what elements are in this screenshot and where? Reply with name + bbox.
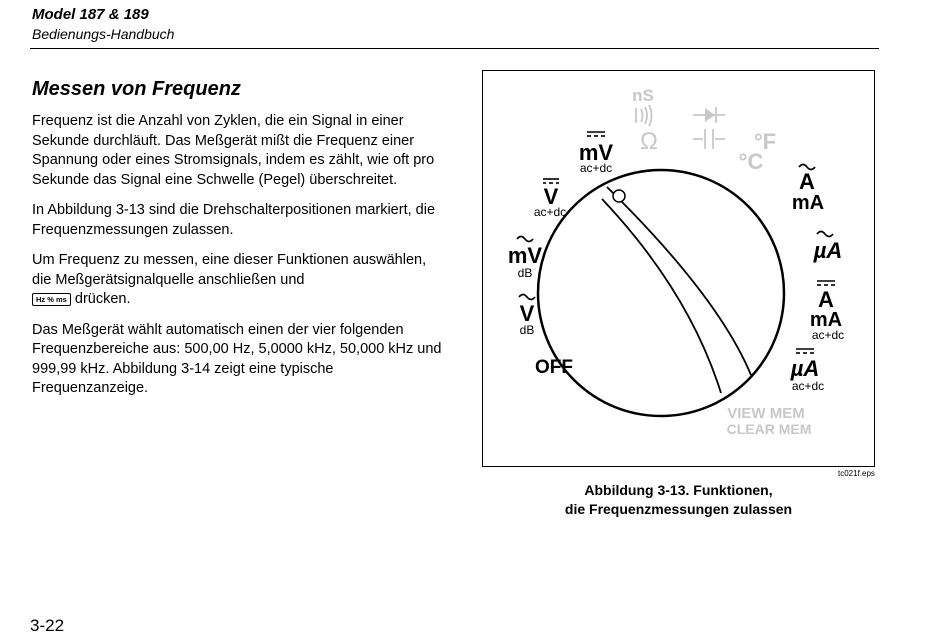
figure-caption [482, 481, 875, 519]
rotary-switch-figure [482, 70, 875, 467]
label-ua-acdc-sub: ac+dc [791, 379, 825, 393]
label-mv-acdc: mV [578, 140, 614, 165]
continuity-icon [636, 105, 652, 126]
label-ua-dc: µA [790, 356, 820, 381]
label-ohm: Ω [640, 128, 658, 155]
label-ns: nS [632, 86, 654, 105]
caption-line-2: die Frequenzmessungen zulassen [564, 501, 793, 517]
label-ma-acdc-sub: ac+dc [811, 328, 845, 342]
dial-knob [538, 170, 784, 416]
paragraph-2: In Abbildung 3-13 sind die Drehschalterpositionen markiert, die Frequenzmessungen zulassen. [32, 202, 436, 238]
press-text: drücken. [74, 291, 131, 307]
label-clear-mem: CLEAR MEM [726, 421, 812, 437]
position-v-acdc [534, 179, 566, 219]
label-mv-db-sub: dB [517, 266, 533, 280]
label-mv-ac: mV [507, 243, 543, 268]
paragraph-4: Das Meßgerät wählt automatisch einen der vier folgenden Frequenzbereiche aus: 500,00 Hz, 5,0000 kHz, 50,000 kHz und 999,99 kHz. Abbildung 3-14 zeigt eine typische Frequenzanzeige. [32, 321, 442, 396]
dial-indicator-dot [613, 190, 625, 202]
label-off: OFF [535, 357, 573, 378]
capacitor-icon [693, 129, 725, 149]
label-v-acdc-sub: ac+dc [533, 205, 567, 219]
label-mv-acdc-sub: ac+dc [579, 161, 613, 175]
label-a-ac: A [799, 169, 815, 194]
figure-file-id: tc021f.eps [838, 469, 875, 478]
header-model: Model 187 & 189 [32, 6, 149, 23]
rotary-switch-diagram [483, 71, 874, 466]
position-mv-db [508, 237, 543, 281]
label-v-db-sub: dB [519, 323, 535, 337]
position-v-db [519, 295, 535, 338]
position-a-ma-ac [792, 165, 824, 215]
section-body [32, 112, 442, 410]
header-subtitle: Bedienungs-Handbuch [32, 26, 175, 42]
caption-line-1: Abbildung 3-13. Funktionen, [584, 482, 773, 498]
hz-button-icon: Hz % ms [32, 293, 71, 306]
header-rule [30, 48, 879, 49]
label-a-dc: A [818, 287, 834, 312]
paragraph-3-text: Um Frequenz zu messen, eine dieser Funktionen auswählen, die Meßgerätsignalquelle anschließen und [32, 252, 427, 288]
label-v-acdc: V [543, 184, 559, 209]
label-ma-ac: mA [791, 192, 825, 214]
label-ua-ac: µA [813, 238, 843, 263]
paragraph-3 [32, 251, 442, 310]
position-ua-ac [813, 232, 843, 264]
section-title: Messen von Frequenz [32, 78, 241, 100]
position-mv-acdc [579, 132, 614, 175]
paragraph-1: Frequenz ist die Anzahl von Zyklen, die ein Signal in einer Sekunde durchläuft. Das Meßgerät mißt die Frequenz einer Spannung oder eines Stromsignals, indem es zählt, wie oft pro Sekunde das Signal eine Schwelle (Pegel) überschreitet. [32, 113, 435, 188]
label-ma-dc: mA [809, 309, 843, 331]
page-number: 3-22 [30, 616, 65, 635]
label-celsius: °C [738, 149, 764, 174]
position-a-ma-acdc [810, 281, 844, 342]
position-ua-acdc [790, 349, 824, 393]
label-v-ac: V [519, 301, 535, 326]
label-fahrenheit: °F [753, 129, 777, 154]
label-view-mem: VIEW MEM [727, 405, 805, 422]
diode-icon [693, 107, 725, 123]
